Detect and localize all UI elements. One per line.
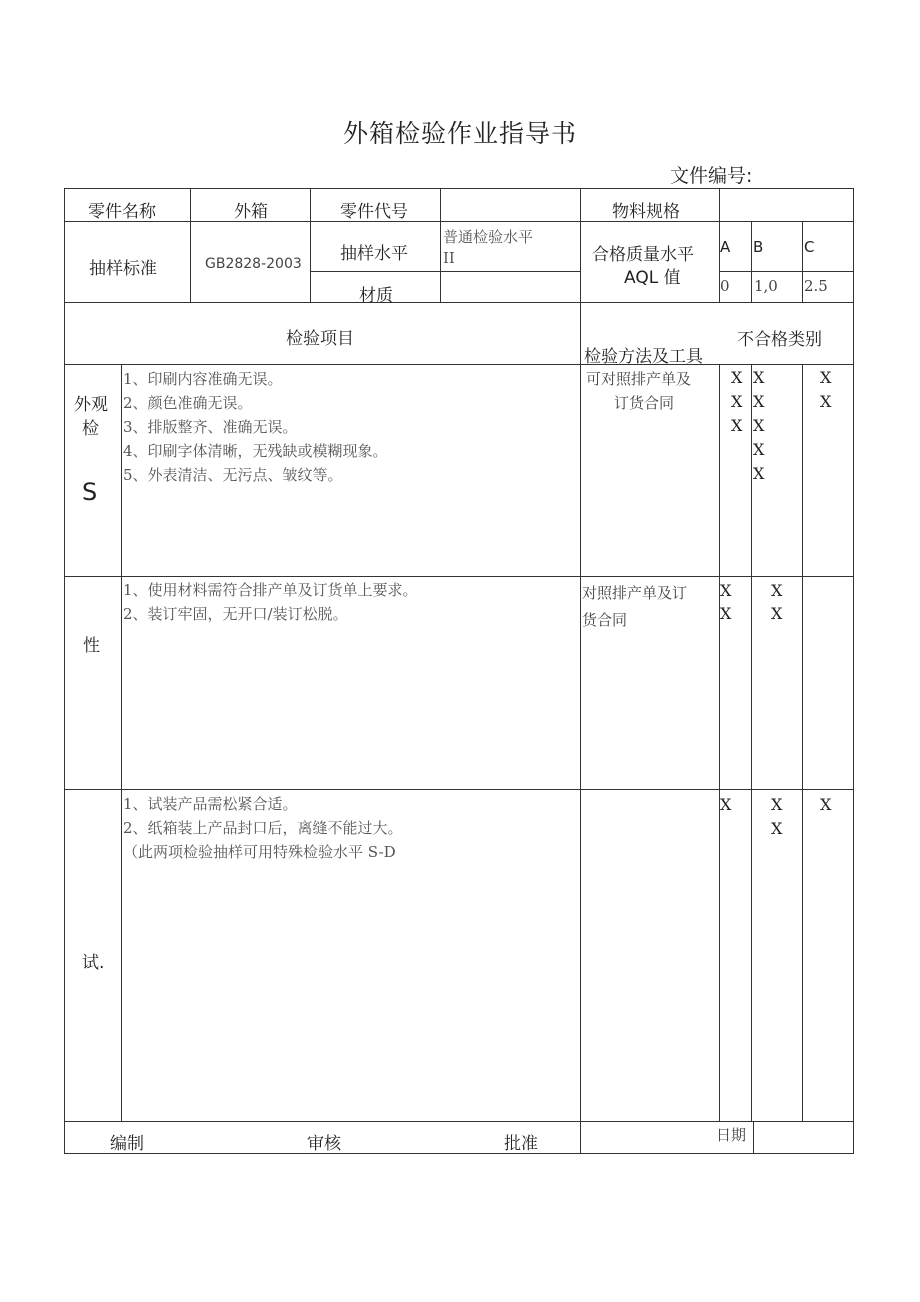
section-performance-label: 性 [83, 636, 100, 656]
mark-b: X [771, 819, 783, 838]
sampling-level-value: 普通检验水平 [443, 228, 534, 246]
mark-c: X [820, 795, 832, 814]
mark-b: X [753, 464, 765, 483]
mark-b: X [753, 440, 765, 459]
approved-by-label: 批准 [504, 1134, 538, 1154]
section-appearance-label-3: S [82, 478, 98, 506]
mark-a: X [731, 392, 743, 411]
mark-a: X [720, 581, 732, 600]
aql-class-c: C [804, 238, 815, 256]
sampling-level-value-2: II [443, 249, 455, 267]
list-item: 1、试装产品需松紧合适。 [123, 795, 298, 813]
date-label: 日期 [716, 1126, 747, 1144]
trial-items-list [123, 792, 403, 864]
mark-a: X [731, 416, 743, 435]
sampling-standard-label: 抽样标准 [89, 259, 157, 279]
method-header: 检验方法及工具 [584, 347, 703, 367]
mark-b: X [753, 368, 765, 387]
mark-b: X [753, 392, 765, 411]
appearance-method-2: 订货合同 [614, 394, 675, 412]
mark-b: X [771, 581, 783, 600]
sampling-standard-value: GB2828-2003 [205, 256, 302, 272]
inspection-items-header: 检验项目 [286, 329, 354, 349]
section-appearance-label: 外观 [74, 395, 108, 415]
document-title: 外箱检验作业指导书 [342, 119, 577, 148]
aql-value-a: 0 [720, 277, 730, 295]
aql-label-2: AQL 值 [624, 268, 681, 288]
mark-a: X [731, 368, 743, 387]
mark-a: X [720, 795, 732, 814]
list-item: 3、排版整齐、准确无误。 [123, 418, 298, 436]
aql-value-b: 1,0 [754, 277, 778, 295]
list-item: 5、外表清洁、无污点、皱纹等。 [123, 466, 343, 484]
list-item: 4、印刷字体清晰，无残缺或模糊现象。 [123, 442, 388, 460]
section-appearance-label-2: 检 [82, 419, 99, 439]
list-item: 1、印刷内容准确无误。 [123, 370, 283, 388]
sampling-level-label: 抽样水平 [340, 244, 408, 264]
part-name-label: 零件名称 [88, 202, 156, 222]
list-item: 1、使用材料需符合排产单及订货单上要求。 [123, 581, 418, 599]
mark-c: X [820, 368, 832, 387]
material-spec-label: 物料规格 [612, 202, 680, 222]
aql-label: 合格质量水平 [592, 245, 694, 265]
part-code-label: 零件代号 [340, 202, 408, 222]
part-name-value: 外箱 [234, 202, 268, 222]
mark-b: X [771, 795, 783, 814]
mark-b: X [753, 416, 765, 435]
appearance-method: 可对照排产单及 [586, 370, 692, 388]
mark-b: X [771, 604, 783, 623]
material-label: 材质 [359, 286, 393, 306]
section-trial-label: 试. [82, 953, 105, 973]
reviewed-by-label: 审核 [307, 1134, 341, 1154]
aql-class-b: B [753, 238, 764, 256]
mark-c: X [820, 392, 832, 411]
performance-method: 对照排产单及订 [582, 584, 688, 602]
appearance-items-list [123, 367, 388, 487]
performance-items-list [123, 578, 418, 626]
list-item: （此两项检验抽样可用特殊检验水平 S-D [123, 843, 396, 861]
compiled-by-label: 编制 [110, 1134, 144, 1154]
defect-class-header: 不合格类别 [737, 330, 822, 350]
performance-method-2: 货合同 [582, 611, 628, 629]
aql-value-c: 2.5 [804, 277, 828, 295]
list-item: 2、装订牢固，无开口/装订松脱。 [123, 605, 348, 623]
list-item: 2、颜色准确无误。 [123, 394, 253, 412]
list-item: 2、纸箱装上产品封口后，离缝不能过大。 [123, 819, 403, 837]
mark-a: X [720, 604, 732, 623]
aql-class-a: A [720, 238, 731, 256]
doc-number-label: 文件编号: [670, 165, 753, 187]
